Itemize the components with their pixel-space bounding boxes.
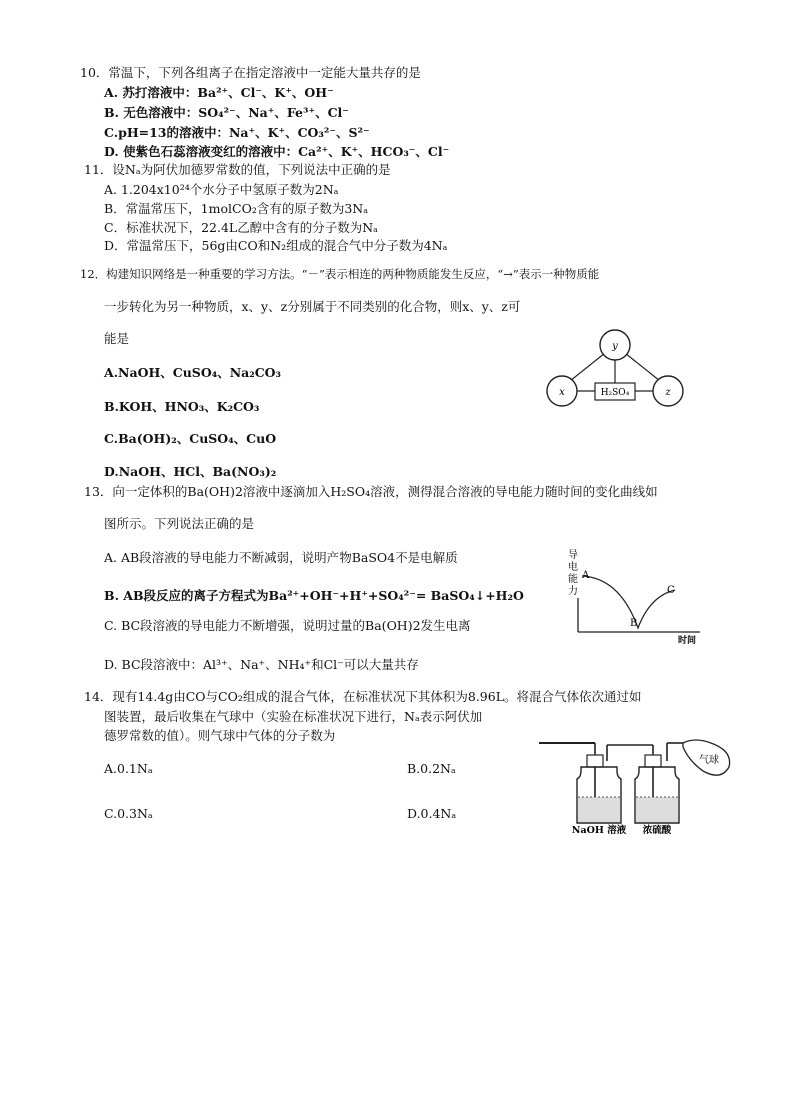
q12-option-b: B.KOH、HNO₃、K₂CO₃ [104, 399, 260, 414]
q10-option-c: C.pH=13的溶液中：Na⁺、K⁺、CO₃²⁻、S²⁻ [104, 125, 370, 140]
q13-option-b: B. AB段反应的离子方程式为Ba²⁺+OH⁻+H⁺+SO₄²⁻= BaSO₄↓+H₂O [104, 588, 524, 603]
q11-option-d: D．常温常压下，56g由CO和N₂组成的混合气中分子数为4Nₐ [104, 238, 448, 253]
graph-ylabel-3: 能 [568, 574, 578, 585]
q11-option-b: B．常温常压下，1molCO₂含有的原子数为3Nₐ [104, 201, 369, 216]
acid-label: 浓硫酸 [642, 825, 672, 835]
sulfuric-acid-bottle [635, 755, 679, 823]
q10-option-b: B. 无色溶液中：SO₄²⁻、Na⁺、Fe³⁺、Cl⁻ [104, 105, 349, 120]
point-b-label: B [630, 618, 638, 629]
y-label: y [612, 341, 618, 352]
q13-conductivity-graph [560, 548, 710, 648]
q10-option-d: D. 使紫色石蕊溶液变红的溶液中：Ca²⁺、K⁺、HCO₃⁻、Cl⁻ [104, 144, 450, 159]
q14-apparatus-diagram [535, 733, 735, 835]
q13-stem-line2: 图所示。下列说法正确的是 [104, 516, 255, 531]
graph-ylabel-1: 导 [568, 550, 578, 561]
q11-option-c: C．标准状况下，22.4L乙醇中含有的分子数为Nₐ [104, 220, 378, 235]
q14-stem-line3: 德罗常数的值）。则气球中气体的分子数为 [104, 728, 336, 743]
q12-option-d: D.NaOH、HCl、Ba(NO₃)₂ [104, 464, 277, 479]
h2so4-label: H₂SO₄ [600, 388, 630, 398]
q12-relation-diagram [535, 325, 695, 415]
q14-option-d: D.0.4Nₐ [407, 806, 457, 821]
q12-option-c: C.Ba(OH)₂、CuSO₄、CuO [104, 431, 277, 446]
q11-option-a: A. 1.204x10²⁴个水分子中氢原子数为2Nₐ [104, 182, 339, 197]
balloon-label: 气球 [699, 755, 719, 766]
q13-option-c: C. BC段溶液的导电能力不断增强，说明过量的Ba(OH)2发生电离 [104, 618, 471, 633]
graph-xlabel: 时间 [678, 636, 697, 646]
graph-ylabel-2: 电 [568, 562, 578, 573]
q14-stem-line1: 14．现有14.4g由CO与CO₂组成的混合气体，在标准状况下其体积为8.96L。将混合气体依次通过如 [84, 689, 642, 704]
q13-option-d: D. BC段溶液中：Al³⁺、Na⁺、NH₄⁺和Cl⁻可以大量共存 [104, 657, 419, 672]
graph-ylabel-4: 力 [568, 586, 578, 597]
q10-stem: 10．常温下，下列各组离子在指定溶液中一定能大量共存的是 [80, 65, 421, 80]
q14-stem-line2: 图装置，最后收集在气球中（实验在标准状况下进行，Nₐ表示阿伏加 [104, 709, 483, 724]
naoh-label: NaOH 溶液 [571, 825, 627, 835]
q14-option-c: C.0.3Nₐ [104, 806, 153, 821]
naoh-bottle [577, 755, 621, 823]
q10-option-a: A. 苏打溶液中：Ba²⁺、Cl⁻、K⁺、OH⁻ [104, 85, 334, 100]
conductivity-curve [582, 576, 675, 628]
point-a-label: A [582, 570, 590, 581]
z-label: z [665, 387, 671, 398]
q11-stem: 11．设Nₐ为阿伏加德罗常数的值，下列说法中正确的是 [84, 162, 391, 177]
q14-option-b: B.0.2Nₐ [407, 761, 456, 776]
q12-stem-line1: 12．构建知识网络是一种重要的学习方法。“－”表示相连的两种物质能发生反应，“→”表示一种物质能 [80, 267, 600, 281]
x-label: x [559, 387, 565, 398]
q14-option-a: A.0.1Nₐ [104, 761, 153, 776]
point-c-label: C [667, 585, 675, 596]
q13-stem-line1: 13．向一定体积的Ba(OH)2溶液中逐滴加入H₂SO₄溶液，测得混合溶液的导电能力随时间的变化曲线如 [84, 484, 658, 499]
q13-option-a: A. AB段溶液的导电能力不断减弱，说明产物BaSO4不是电解质 [104, 550, 458, 565]
q12-option-a: A.NaOH、CuSO₄、Na₂CO₃ [104, 365, 282, 380]
q12-stem-line3: 能是 [104, 331, 130, 346]
q12-stem-line2: 一步转化为另一种物质，x、y、z分别属于不同类别的化合物，则x、y、z可 [104, 299, 521, 314]
